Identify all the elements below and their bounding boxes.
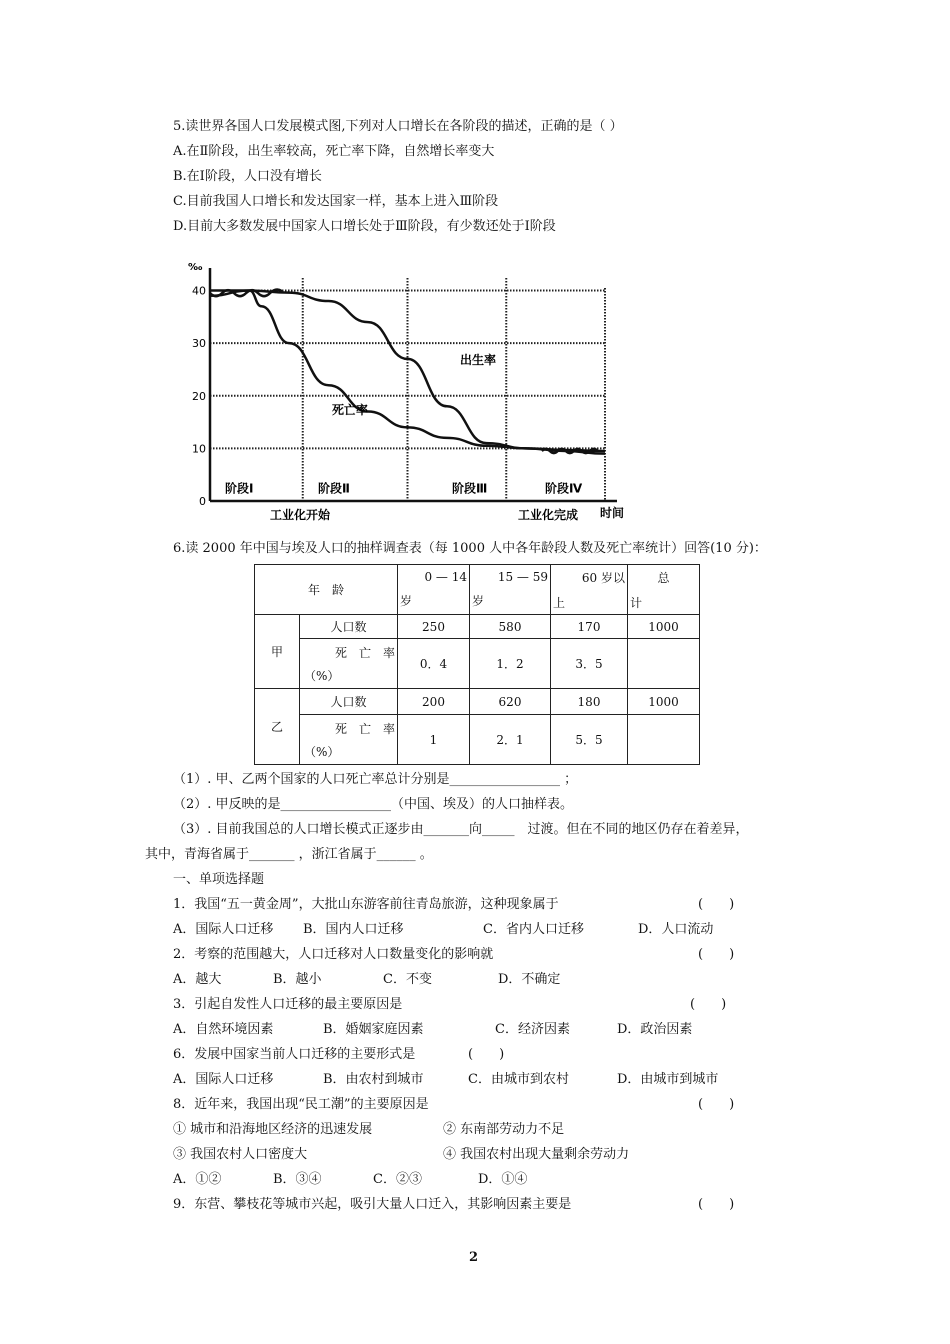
- yi-pop-3: 1000: [628, 689, 700, 715]
- jia-pop-1: 580: [470, 615, 551, 639]
- mc1-option-a: A．国际人口迁移: [173, 922, 274, 937]
- yi-death-3: [628, 715, 700, 765]
- marker-industrialization-start: 工业化开始: [270, 508, 331, 522]
- mc3-option-a: A．自然环境因素: [173, 1022, 274, 1037]
- yi-death-2: 5．5: [551, 715, 628, 765]
- mc6-stem: 6．发展中国家当前人口迁移的主要形式是: [173, 1047, 416, 1062]
- y-tick-10: 10: [192, 442, 206, 456]
- col-15-59: 15 — 59 岁: [470, 565, 551, 615]
- mc1-option-d: D．人口流动: [638, 922, 714, 937]
- mc3-stem: 3．引起自发性人口迁移的最主要原因是: [173, 997, 403, 1012]
- section-heading: 一、单项选择题: [173, 872, 265, 887]
- q5-option-c: C.目前我国人口增长和发达国家一样，基本上进入Ⅲ阶段: [173, 194, 499, 209]
- mc8-item-3: ③ 我国农村人口密度大: [173, 1147, 308, 1162]
- mc2-stem: 2．考察的范围越大，人口迁移对人口数量变化的影响就: [173, 947, 494, 962]
- q6-sub2: （2）. 甲反映的是_________________（中国、埃及）的人口抽样表。: [173, 797, 574, 812]
- survey-table: [254, 564, 700, 765]
- page-number: 2: [469, 1250, 479, 1265]
- mc3-option-c: C．经济因素: [495, 1022, 570, 1037]
- mc2-option-a: A．越大: [173, 972, 222, 987]
- q5-option-a: A.在Ⅱ阶段，出生率较高，死亡率下降，自然增长率变大: [173, 144, 495, 159]
- mc8-item-1: ① 城市和沿海地区经济的迅速发展: [173, 1122, 373, 1137]
- q5-option-d: D.目前大多数发展中国家人口增长处于Ⅲ阶段，有少数还处于Ⅰ阶段: [173, 219, 556, 234]
- yi-pop-2: 180: [551, 689, 628, 715]
- yi-pop-1: 620: [470, 689, 551, 715]
- yi-pop-label: 人口数: [300, 689, 398, 715]
- mc3-option-b: B．婚姻家庭因素: [323, 1022, 424, 1037]
- col-total: 总 计: [628, 565, 700, 615]
- mc9-stem: 9．东营、攀枝花等城市兴起，吸引大量人口迁入，其影响因素主要是: [173, 1197, 572, 1212]
- col-0-14: 0 — 14 岁: [398, 565, 470, 615]
- mc6-option-d: D．由城市到城市: [617, 1072, 719, 1087]
- stage-label-2: 阶段Ⅱ: [318, 481, 350, 496]
- jia-pop-0: 250: [398, 615, 470, 639]
- mc2-answer-paren: ( ): [698, 947, 735, 962]
- mc8-option-d: D．①④: [478, 1172, 528, 1187]
- jia-pop-3: 1000: [628, 615, 700, 639]
- mc1-option-b: B．国内人口迁移: [303, 922, 404, 937]
- label-death-rate: 死亡率: [332, 403, 369, 418]
- stage-label-4: 阶段Ⅳ: [545, 481, 583, 496]
- jia-death-2: 3．5: [551, 639, 628, 689]
- jia-death-label: 死 亡 率 （%）: [300, 639, 398, 689]
- y-tick-20: 20: [192, 389, 206, 403]
- chart-axes: [210, 268, 617, 501]
- y-tick-0: 0: [199, 495, 206, 508]
- mc3-answer-paren: ( ): [690, 997, 727, 1012]
- yi-pop-0: 200: [398, 689, 470, 715]
- col-60plus: 60 岁以 上: [551, 565, 628, 615]
- yi-death-label: 死 亡 率 （%）: [300, 715, 398, 765]
- age-header: 年 龄: [255, 565, 398, 615]
- q6-sub3-line2: 其中，青海省属于_______ ，浙江省属于______ 。: [145, 847, 433, 862]
- jia-pop-label: 人口数: [300, 615, 398, 639]
- q5-stem: 5.读世界各国人口发展模式图,下列对人口增长在各阶段的描述，正确的是（ ）: [173, 119, 623, 134]
- x-axis-label: 时间: [600, 506, 625, 520]
- y-tick-40: 40: [192, 284, 206, 298]
- y-tick-30: 30: [192, 337, 206, 351]
- label-birth-rate: 出生率: [460, 353, 497, 368]
- mc8-item-4: ④ 我国农村出现大量剩余劳动力: [443, 1147, 630, 1162]
- mc1-option-c: C．省内人口迁移: [483, 922, 584, 937]
- stage-label-1: 阶段Ⅰ: [225, 481, 254, 496]
- mc2-option-c: C．不变: [383, 972, 432, 987]
- mc2-option-d: D．不确定: [498, 972, 561, 987]
- yi-death-0: 1: [398, 715, 470, 765]
- mc8-stem: 8．近年来，我国出现“民工潮”的主要原因是: [173, 1097, 429, 1112]
- mc6-option-c: C．由城市到农村: [468, 1072, 569, 1087]
- mc9-answer-paren: ( ): [698, 1197, 735, 1212]
- mc8-item-2: ② 东南部劳动力不足: [443, 1122, 565, 1137]
- jia-pop-2: 170: [551, 615, 628, 639]
- stage-label-3: 阶段Ⅲ: [452, 481, 488, 496]
- q5-option-b: B.在Ⅰ阶段，人口没有增长: [173, 169, 322, 184]
- mc6-option-a: A．国际人口迁移: [173, 1072, 274, 1087]
- mc8-answer-paren: ( ): [698, 1097, 735, 1112]
- jia-death-1: 1．2: [470, 639, 551, 689]
- mc8-option-b: B．③④: [273, 1172, 322, 1187]
- mc6-answer-paren: ( ): [468, 1047, 505, 1062]
- row-yi: 乙: [255, 689, 300, 765]
- mc8-option-c: C．②③: [373, 1172, 422, 1187]
- y-axis-unit: ‰: [188, 262, 203, 273]
- q6-stem: 6.读 2000 年中国与埃及人口的抽样调查表（每 1000 人中各年龄段人数及死亡率统计）回答(10 分)：: [173, 541, 767, 556]
- jia-death-3: [628, 639, 700, 689]
- mc2-option-b: B．越小: [273, 972, 322, 987]
- q6-sub3-line1: （3）. 目前我国总的人口增长模式正逐步由_______向_____ 过渡。但在不同的地区仍存在着差异，: [173, 822, 749, 837]
- mc1-stem: 1．我国“五一黄金周”，大批山东游客前往青岛旅游，这种现象属于: [173, 897, 559, 912]
- population-model-chart: [180, 258, 640, 528]
- marker-industrialization-end: 工业化完成: [518, 508, 579, 522]
- row-jia: 甲: [255, 615, 300, 689]
- jia-death-0: 0．4: [398, 639, 470, 689]
- q6-sub1: （1）. 甲、乙两个国家的人口死亡率总计分别是_________________ ；: [173, 772, 578, 787]
- mc8-option-a: A．①②: [173, 1172, 222, 1187]
- y-tick-labels: [188, 262, 206, 508]
- mc1-answer-paren: ( ): [698, 897, 735, 912]
- mc3-option-d: D．政治因素: [617, 1022, 693, 1037]
- yi-death-1: 2．1: [470, 715, 551, 765]
- mc6-option-b: B．由农村到城市: [323, 1072, 424, 1087]
